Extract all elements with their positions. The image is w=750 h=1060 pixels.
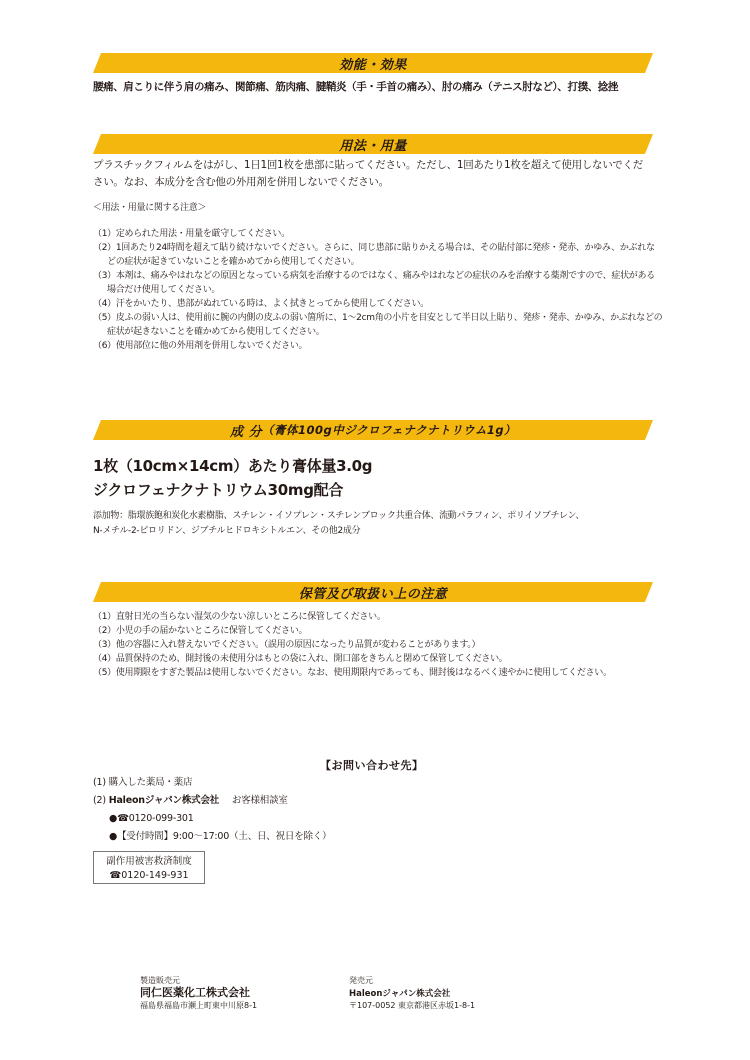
- efficacy-text: 腰痛、肩こりに伴う肩の痛み、関節痛、筋肉痛、腱鞘炎（手・手首の痛み）、肘の痛み（テニス肘など）、打撲、捻挫: [93, 81, 619, 93]
- storage-note-item: （4）品質保持のため、開封後の未使用分はもとの袋に入れ、開口部をきちんと閉めて保管してください。: [93, 654, 508, 664]
- additives-line: N-メチル-2-ピロリドン、ジブチルヒドロキシトルエン、その他2成分: [93, 526, 361, 536]
- efficacy-banner: [93, 53, 653, 73]
- ingredients-banner: [93, 420, 653, 440]
- storage-notes: [93, 610, 663, 680]
- usage-note-item: （5）皮ふの弱い人は、使用前に腕の内側の皮ふの弱い箇所に、1～2cm角の小片を目安として半日以上貼り、発疹・発赤、かゆみ、かぶれなどの症状が起きないことを確かめてから使用してください。: [93, 313, 663, 337]
- storage-note-item: （1）直射日光の当らない湿気の少ない涼しいところに保管してください。: [93, 612, 386, 622]
- relief-system-label: 副作用被害救済制度: [106, 856, 192, 867]
- storage-note-item: （2）小児の手の届かないところに保管してください。: [93, 626, 308, 636]
- contact-line-2: [93, 794, 288, 808]
- ingredients-subtitle: （膏体100g中ジクロフェナクナトリウム1g）: [261, 423, 517, 437]
- contact-company: Haleonジャパン株式会社: [108, 795, 220, 806]
- usage-title: 用法・用量: [339, 138, 407, 154]
- ingredients-additives: [93, 509, 663, 539]
- usage-text: [93, 157, 663, 191]
- distributor-block: [349, 975, 475, 1011]
- efficacy-title: 効能・効果: [339, 57, 407, 73]
- usage-line-2: さい。なお、本成分を含む他の外用剤を併用しないでください。: [93, 176, 389, 188]
- manufacturer-block: [140, 975, 257, 1011]
- usage-note-heading: ＜用法・用量に関する注意＞: [93, 203, 207, 213]
- storage-note-item: （5）使用期限をすぎた製品は使用しないでください。なお、使用期限内であっても、開封後はなるべく速やかに使用してください。: [93, 668, 612, 678]
- ingredients-title: 成 分: [229, 424, 262, 440]
- contact-phone: ●☎0120-099-301: [109, 813, 194, 824]
- usage-note-item: （6）使用部位に他の外用剤を併用しないでください。: [93, 341, 308, 351]
- usage-line-1: プラスチックフィルムをはがし、1日1回1枚を患部に貼ってください。ただし、1回あたり1枚を超えて使用しないでくだ: [93, 159, 644, 171]
- relief-system-phone: ☎0120-149-931: [109, 870, 189, 881]
- additives-line: 添加物：脂環族飽和炭化水素樹脂、スチレン・イソプレン・スチレンブロック共重合体、流動パラフィン、ポリイソブチレン、: [93, 511, 585, 521]
- storage-note-item: （3）他の容器に入れ替えないでください。（誤用の原因になったり品質が変わることがあります。）: [93, 640, 481, 650]
- manufacturer-name: 同仁医薬化工株式会社: [140, 986, 250, 999]
- usage-note-item: （4）汗をかいたり、患部がぬれている時は、よく拭きとってから使用してください。: [93, 299, 429, 309]
- usage-note-item: （3）本剤は、痛みやはれなどの原因となっている病気を治療するのではなく、痛みやはれなどの症状のみを治療する薬剤ですので、症状がある場合だけ使用してください。: [93, 271, 655, 295]
- ingredients-amounts: [93, 454, 663, 502]
- contact-line-1: (1) 購入した薬局・薬店: [93, 777, 193, 788]
- distributor-address: 〒107-0052 東京都港区赤坂1-8-1: [349, 1001, 476, 1010]
- distributor-name: Haleonジャパン株式会社: [349, 989, 451, 999]
- usage-banner: [93, 134, 653, 154]
- contact-line-2-prefix: (2): [93, 795, 106, 806]
- ingredients-amount-line: 1枚（10cm×14cm）あたり膏体量3.0g: [93, 457, 373, 475]
- relief-system-box: [93, 851, 205, 884]
- manufacturer-address: 福島県福島市瀬上町東中川原8-1: [140, 1001, 258, 1010]
- storage-banner: [93, 582, 653, 602]
- ingredients-amount-line: ジクロフェナクナトリウム30mg配合: [93, 481, 344, 499]
- distributor-role: 発売元: [349, 976, 373, 985]
- storage-title: 保管及び取扱い上の注意: [298, 586, 448, 602]
- usage-notes: [93, 227, 663, 353]
- usage-note-item: （2）1回あたり24時間を超えて貼り続けないでください。さらに、同じ患部に貼りかえる場合は、その貼付部に発疹・発赤、かゆみ、かぶれなどの症状が起きていないことを確かめてから使用してください。: [93, 243, 655, 267]
- usage-note-item: （1）定められた用法・用量を厳守してください。: [93, 229, 290, 239]
- contact-desk: お客様相談室: [231, 795, 288, 806]
- manufacturer-role: 製造販売元: [140, 976, 180, 985]
- contact-title: 【お問い合わせ先】: [320, 759, 424, 772]
- contact-hours: ●【受付時間】9:00～17:00（土、日、祝日を除く）: [109, 831, 332, 842]
